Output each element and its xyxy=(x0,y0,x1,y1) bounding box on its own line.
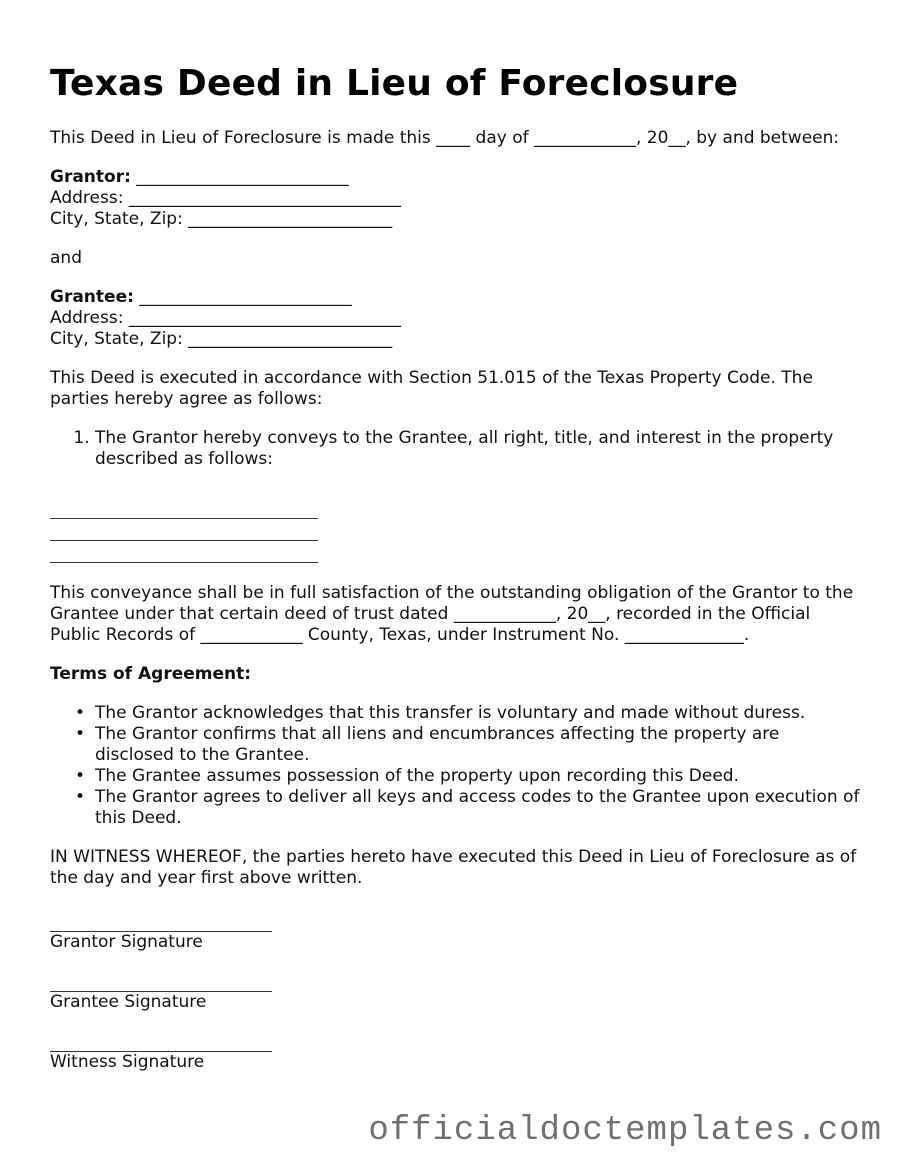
witness-signature-label: Witness Signature xyxy=(50,1052,205,1072)
property-description-line[interactable] xyxy=(50,499,318,519)
intro-paragraph: This Deed in Lieu of Foreclosure is made this ____ day of ____________, 20__, by and between: xyxy=(50,128,840,148)
grantor-block xyxy=(50,167,860,230)
grantor-name-blank[interactable]: _________________________ xyxy=(130,167,349,187)
grantee-signature-line[interactable] xyxy=(50,971,272,992)
grantor-address-line[interactable]: Address: ________________________________ xyxy=(50,188,401,208)
grantee-name-line xyxy=(50,287,860,308)
terms-heading-text: Terms of Agreement: xyxy=(50,664,252,684)
grantor-signature-block xyxy=(50,911,860,952)
grantor-signature-label: Grantor Signature xyxy=(50,932,203,952)
terms-heading xyxy=(50,664,860,685)
terms-item xyxy=(75,787,860,829)
grantor-label: Grantor: xyxy=(50,167,131,187)
terms-item-text: The Grantee assumes possession of the property upon recording this Deed. xyxy=(95,766,739,786)
bullet-icon: • xyxy=(75,703,86,723)
grantee-address-line[interactable]: Address: ________________________________ xyxy=(50,308,401,328)
witness-paragraph: IN WITNESS WHEREOF, the parties hereto have executed this Deed in Lieu of Foreclosure as of the day and year first above written. xyxy=(50,847,857,888)
property-description-lines xyxy=(50,499,860,563)
witness-signature-block xyxy=(50,1031,860,1072)
grantee-city-state-zip-line[interactable]: City, State, Zip: ________________________ xyxy=(50,329,393,349)
witness-signature-line[interactable] xyxy=(50,1031,272,1052)
terms-list xyxy=(50,703,860,829)
bullet-icon: • xyxy=(75,766,86,786)
grantor-city-state-zip-line[interactable]: City, State, Zip: ________________________ xyxy=(50,209,393,229)
property-description-line[interactable] xyxy=(50,543,318,563)
statute-paragraph: This Deed is executed in accordance with Section 51.015 of the Texas Property Code. The parties hereby agree as follows: xyxy=(50,368,813,409)
terms-item-text: The Grantor confirms that all liens and encumbrances affecting the property are disclosed to the Grantee. xyxy=(95,724,780,765)
document-title: Texas Deed in Lieu of Foreclosure xyxy=(50,63,739,104)
grantee-block xyxy=(50,287,860,350)
property-description-line[interactable] xyxy=(50,521,318,541)
conveyance-paragraph: This conveyance shall be in full satisfaction of the outstanding obligation of the Grantor to the Grantee under that certain deed of trust dated ____________, 20__, recorded in the Official Public Records of ____________ County, Texas, under Instrument No. ______________. xyxy=(50,583,854,645)
document-page xyxy=(50,62,860,1091)
watermark: officialdoctemplates.com xyxy=(368,1112,882,1150)
numbered-item: 1. The Grantor hereby conveys to the Grantee, all right, title, and interest in the property described as follows: xyxy=(95,428,860,470)
numbered-list xyxy=(50,428,860,470)
bullet-icon: • xyxy=(75,787,86,807)
and-text: and xyxy=(50,248,82,268)
grantee-name-blank[interactable]: _________________________ xyxy=(133,287,352,307)
grantee-signature-block xyxy=(50,971,860,1012)
bullet-icon: • xyxy=(75,724,86,744)
grantor-signature-line[interactable] xyxy=(50,911,272,932)
terms-item xyxy=(75,766,860,787)
grantee-label: Grantee: xyxy=(50,287,134,307)
terms-item-text: The Grantor agrees to deliver all keys and access codes to the Grantee upon execution of this Deed. xyxy=(95,787,860,828)
grantor-name-line xyxy=(50,167,860,188)
terms-item-text: The Grantor acknowledges that this transfer is voluntary and made without duress. xyxy=(95,703,806,723)
grantee-signature-label: Grantee Signature xyxy=(50,992,207,1012)
terms-item xyxy=(75,724,860,766)
terms-item xyxy=(75,703,860,724)
